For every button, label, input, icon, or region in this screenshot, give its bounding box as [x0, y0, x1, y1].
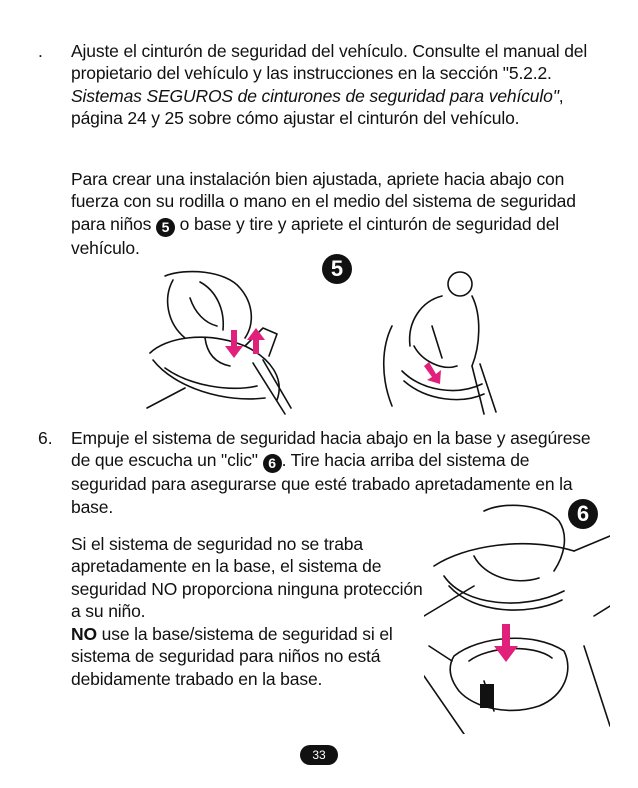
figure-5-right-illustration: [372, 266, 502, 416]
step-6-text-b: . Tire hacia arriba del sistema de seguridad para asegurarse que esté trabado apretadamente en la base.: [71, 450, 573, 517]
step-6-text-a: Empuje el sistema de seguridad hacia abajo en la base y asegúrese de que escucha un "clic": [71, 428, 591, 471]
step-6-paragraph-2: Si el sistema de seguridad no se traba apretadamente en la base, el sistema de seguridad NO proporciona ninguna protección a su niño.: [71, 534, 423, 621]
step-5-text-a: Ajuste el cinturón de seguridad del vehículo. Consulte el manual del propietario del vehículo y las instrucciones en la sección "5.2.2.: [71, 41, 588, 84]
figure-5-badge: 5: [322, 254, 352, 284]
figure-5-left-illustration: [145, 268, 297, 416]
step-6-bold-no: NO: [71, 624, 97, 644]
step-5-marker: .: [38, 41, 43, 61]
page-number-badge: 33: [300, 745, 338, 765]
step-5-text-d: o base y tire y apriete el cinturón de seguridad del vehículo.: [71, 213, 560, 258]
inline-figure-5-badge: 5: [156, 218, 175, 237]
step-5-paragraph-1: [71, 40, 601, 129]
inline-figure-6-badge: 6: [263, 454, 282, 473]
step-5-text-b: , página 24 y 25 sobre cómo ajustar el cinturón del vehículo.: [71, 85, 564, 128]
step-5-paragraph-2: [71, 168, 601, 259]
step-6-text-c: use la base/sistema de seguridad si el sistema de seguridad para niños no está debidamente trabado en la base.: [71, 624, 393, 689]
step-6-marker: 6.: [38, 428, 53, 448]
figure-6-illustration: [424, 496, 610, 734]
step-6-paragraph-3: [71, 623, 423, 690]
step-5-text-c: Para crear una instalación bien ajustada, apriete hacia abajo con fuerza con su rodilla o mano en el medio del sistema de seguridad para niños: [71, 169, 576, 234]
figure-6-badge: 6: [568, 499, 598, 529]
step-5-italic-ref: Sistemas SEGUROS de cinturones de seguridad para vehículo": [71, 85, 559, 106]
